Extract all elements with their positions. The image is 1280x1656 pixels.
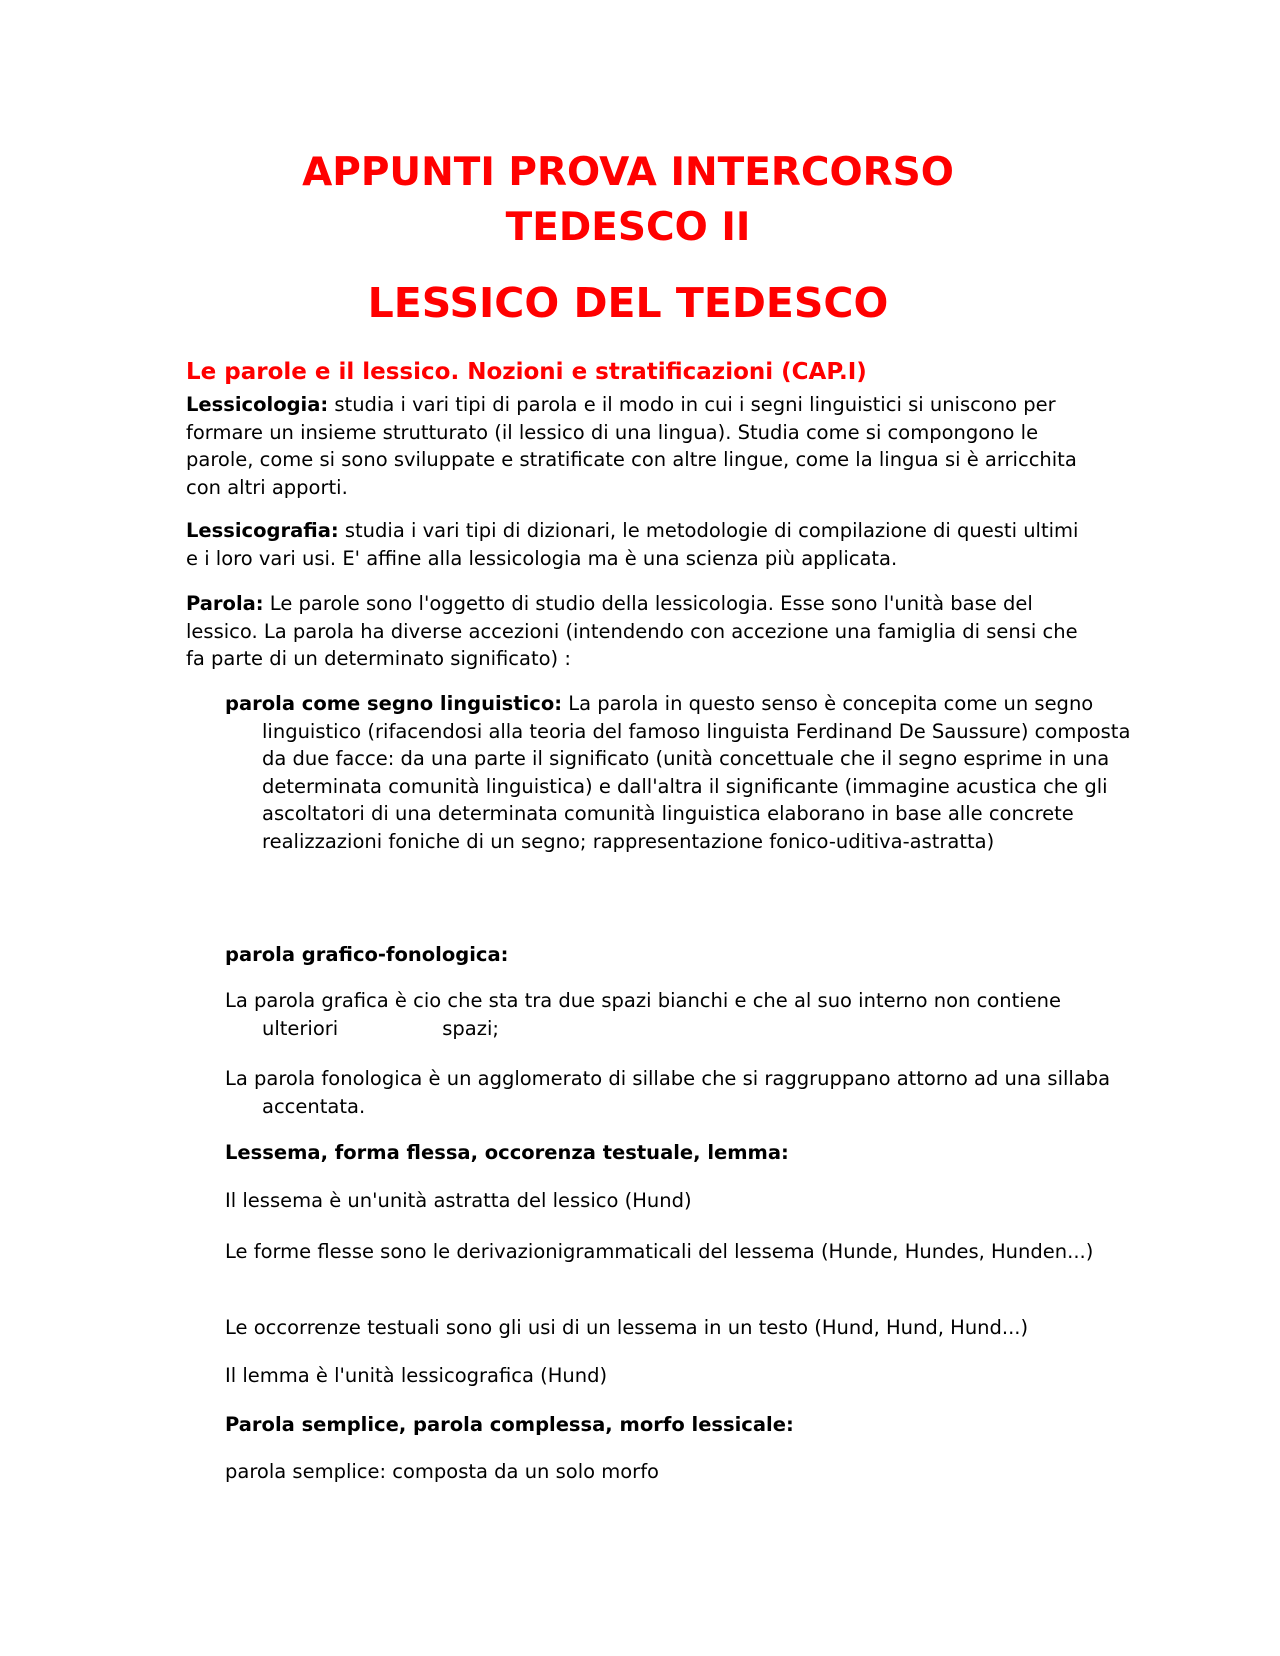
parola-grafica-text: La parola grafica è cio che sta tra due spazi bianchi e che al suo interno non contiene ulteriori	[225, 989, 1062, 1040]
document-title-line-2: TEDESCO II	[505, 205, 751, 250]
heading-grafico-fonologica-text: parola grafico-fonologica:	[225, 943, 509, 966]
paragraph-lessema: Il lessema è un'unità astratta del lessico (Hund)	[225, 1189, 692, 1212]
paragraph-forme-flesse: Le forme flesse sono le derivazionigrammaticali del lessema (Hunde, Hundes, Hunden...)	[225, 1240, 1094, 1263]
paragraph-segno-linguistico	[225, 690, 1142, 855]
section-heading: Le parole e il lessico. Nozioni e stratificazioni (CAP.I)	[186, 359, 867, 385]
paragraph-parola-grafica	[225, 987, 1142, 1042]
definition-lessicografia: studia i vari tipi di dizionari, le metodologie di compilazione di questi ultimi e i loro vari usi. E' affine alla lessicologia ma è una scienza più applicata.	[186, 519, 1079, 570]
paragraph-parola-fonologica: La parola fonologica è un agglomerato di sillabe che si raggruppano attorno ad una sillaba accentata.	[225, 1067, 1111, 1118]
definition-segno-linguistico: La parola in questo senso è concepita come un segno linguistico (rifacendosi alla teoria del famoso linguista Ferdinand De Saussure) composta da due facce: da una parte il significato (unità concettuale che il segno esprime in una determinata comunità linguistica) e dall'altra il significante (immagine acustica che gli ascoltatori di una determinata comunità linguistica elaborano in base alle concrete realizzazioni foniche di un segno; rappresentazione fonico-uditiva-astratta)	[262, 692, 1131, 853]
term-lessicografia: Lessicografia:	[186, 519, 339, 542]
term-segno-linguistico: parola come segno linguistico:	[225, 692, 563, 715]
term-parola: Parola:	[186, 592, 264, 615]
paragraph-parola-semplice: parola semplice: composta da un solo morfo	[225, 1460, 659, 1483]
definition-parola: Le parole sono l'oggetto di studio della lessicologia. Esse sono l'unità base del lessico. La parola ha diverse accezioni (intendendo con accezione una famiglia di sensi che fa parte di un determinato significato) :	[186, 592, 1078, 670]
heading-lessema	[225, 1139, 1105, 1167]
paragraph-lemma: Il lemma è l'unità lessicografica (Hund)	[225, 1364, 608, 1387]
heading-parola-semplice	[225, 1411, 1105, 1439]
heading-grafico-fonologica	[225, 941, 1105, 969]
document-title-line-1: APPUNTI PROVA INTERCORSO	[302, 150, 954, 195]
paragraph-lessicologia	[186, 391, 1086, 501]
paragraph-lessicografia	[186, 517, 1086, 572]
term-lessicologia: Lessicologia:	[186, 393, 329, 416]
parola-grafica-end: spazi;	[442, 1016, 499, 1040]
paragraph-parola	[186, 590, 1086, 673]
paragraph-occorrenze: Le occorrenze testuali sono gli usi di un lessema in un testo (Hund, Hund, Hund...)	[225, 1316, 1029, 1339]
definition-lessicologia: studia i vari tipi di parola e il modo in cui i segni linguistici si uniscono per formare un insieme strutturato (il lessico di una lingua). Studia come si compongono le parole, come si sono sviluppate e stratificate con altre lingue, come la lingua si è arricchita con altri apporti.	[186, 393, 1077, 499]
heading-parola-semplice-text: Parola semplice, parola complessa, morfo lessicale:	[225, 1413, 794, 1436]
document-subtitle: LESSICO DEL TEDESCO	[367, 279, 889, 327]
heading-lessema-text: Lessema, forma flessa, occorenza testuale, lemma:	[225, 1141, 789, 1164]
